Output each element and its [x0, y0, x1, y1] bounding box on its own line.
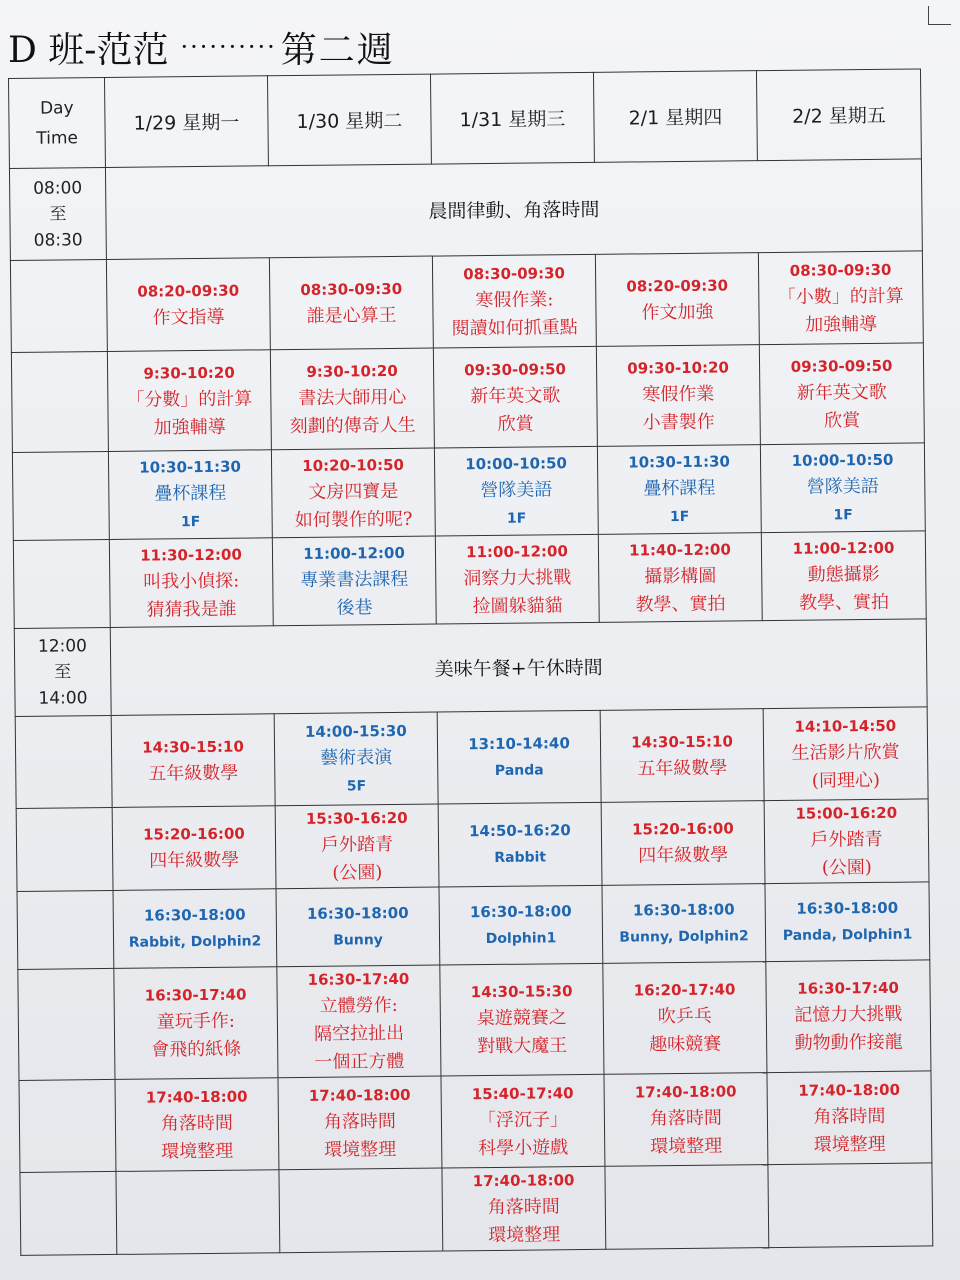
week-label: 第二週: [280, 29, 395, 71]
slot-time: 16:30-17:40: [797, 978, 900, 998]
time-cell: [13, 539, 110, 628]
slot-activity: 趣味競賽: [649, 1033, 722, 1056]
schedule-slot: [602, 884, 766, 964]
title-dots: ··········: [180, 33, 277, 61]
schedule-row: [20, 1163, 933, 1256]
time-cell: [11, 351, 108, 452]
schedule-slot: [441, 1074, 605, 1168]
slot-activity: (同理心): [811, 769, 881, 792]
lunch-banner: 美味午餐+午休時間: [110, 619, 927, 716]
slot-time: 17:40-18:00: [634, 1081, 737, 1101]
schedule-slot: [276, 887, 440, 967]
slot-activity: (公園): [821, 856, 872, 879]
slot-activity: 環境整理: [324, 1138, 397, 1161]
slot-activity: 角落時間: [813, 1105, 886, 1128]
slot-activity: (公園): [332, 862, 383, 884]
slot-activity: 環境整理: [650, 1135, 723, 1157]
slot-time: 09:30-09:50: [790, 356, 893, 376]
slot-time: 11:00-12:00: [466, 541, 568, 561]
slot-time: 9:30-10:20: [306, 361, 398, 381]
schedule-row: [16, 799, 929, 892]
time-cell: [18, 968, 115, 1080]
schedule-row: [19, 1071, 932, 1173]
slot-time: 08:20-09:30: [626, 275, 729, 296]
slot-activity: 四年級數學: [638, 844, 729, 867]
slot-time: 16:30-18:00: [796, 898, 899, 918]
slot-time: 16:20-17:40: [633, 980, 736, 1000]
schedule-slot: [601, 801, 765, 886]
slot-activity: 戶外踏青: [810, 828, 883, 851]
slot-time: 14:50-16:20: [468, 821, 571, 841]
schedule-slot: [439, 885, 603, 965]
slot-activity: 疊杯課程: [154, 482, 227, 504]
slot-activity: 1F: [669, 508, 690, 525]
header-row: [9, 69, 922, 169]
day-header: 2/1 星期四: [593, 71, 757, 163]
empty-slot: [116, 1170, 280, 1255]
slot-activity: 「分數」的計算: [126, 387, 253, 411]
schedule-slot: [112, 806, 276, 891]
slot-activity: 加強輔導: [153, 416, 226, 438]
slot-activity: Dolphin1: [485, 929, 557, 947]
slot-activity: 吹乒乓: [657, 1005, 712, 1028]
slot-activity: 環境整理: [813, 1133, 886, 1156]
schedule-slot: [107, 350, 271, 452]
slot-time: 17:40-18:00: [145, 1087, 248, 1107]
slot-activity: 加強輔導: [805, 313, 878, 336]
schedule-slot: [442, 1166, 606, 1251]
slot-activity: 文房四寶是: [308, 480, 399, 503]
slot-activity: Bunny: [333, 931, 383, 949]
slot-activity: 書法大師用心: [298, 386, 407, 409]
schedule-slot: [598, 533, 762, 623]
schedule-slot: [438, 802, 602, 887]
slot-activity: 寒假作業: [642, 383, 715, 405]
slot-time: 08:30-09:30: [463, 263, 566, 283]
slot-time: 10:00-10:50: [791, 450, 894, 470]
day-time-header: [9, 77, 106, 168]
slot-time: 16:30-18:00: [632, 899, 735, 920]
schedule-slot: [272, 536, 436, 626]
slot-time: 16:30-17:40: [144, 985, 247, 1005]
schedule-slot: [270, 348, 434, 450]
slot-time: 10:30-11:30: [139, 457, 242, 477]
slot-activity: 記憶力大挑戰: [794, 1003, 903, 1026]
schedule-row: [12, 443, 925, 541]
slot-activity: 誰是心算王: [306, 304, 397, 327]
slot-time: 17:40-18:00: [472, 1171, 575, 1191]
slot-time: 14:30-15:30: [470, 982, 573, 1002]
slot-activity: 欣賞: [824, 409, 861, 431]
slot-activity: 叫我小偵探:: [143, 570, 240, 593]
slot-activity: 後巷: [336, 596, 373, 619]
slot-activity: 新年英文歌: [796, 381, 887, 404]
slot-activity: 一個正方體: [314, 1050, 405, 1073]
slot-activity: 疊杯課程: [643, 477, 716, 499]
slot-activity: 欣賞: [497, 413, 534, 435]
slot-activity: 營隊美語: [806, 475, 879, 498]
schedule-slot: [595, 253, 759, 347]
schedule-slot: [113, 889, 277, 969]
slot-activity: 刻劃的傳奇人生: [289, 414, 416, 437]
schedule-slot: [758, 251, 923, 345]
slot-time: 15:00-16:20: [795, 803, 898, 823]
slot-activity: 角落時間: [487, 1196, 560, 1219]
day-header: 2/2 星期五: [756, 69, 921, 161]
slot-activity: 動態攝影: [807, 563, 880, 586]
slot-activity: 戶外踏青: [320, 834, 394, 856]
slot-activity: Panda: [494, 761, 544, 779]
schedule-slot: [761, 531, 926, 621]
slot-activity: 1F: [833, 506, 853, 523]
slot-activity: 攝影構圖: [644, 565, 717, 587]
slot-activity: Bunny, Dolphin2: [619, 927, 749, 946]
schedule-row: [17, 882, 930, 970]
empty-slot: [768, 1163, 933, 1248]
slot-activity: 生活影片欣賞: [791, 741, 900, 764]
lunch-time: [14, 627, 111, 716]
time-cell: [10, 259, 107, 352]
slot-activity: 動物動作接龍: [794, 1031, 903, 1054]
schedule-slot: [767, 1071, 932, 1165]
time-label: Time: [36, 127, 79, 149]
morning-to: 至: [49, 203, 67, 225]
schedule-slot: [597, 445, 761, 535]
slot-activity: 藝術表演: [320, 746, 393, 769]
slot-activity: 角落時間: [649, 1107, 723, 1129]
slot-time: 17:40-18:00: [308, 1085, 411, 1105]
schedule-slot: [434, 446, 598, 536]
slot-time: 17:40-18:00: [798, 1080, 901, 1100]
slot-time: 14:10-14:50: [794, 716, 897, 736]
schedule-slot: [106, 258, 270, 352]
slot-activity: 環境整理: [161, 1140, 234, 1162]
morning-start: 08:00: [33, 177, 83, 199]
slot-time: 14:30-15:10: [142, 737, 244, 757]
schedule-slot: [277, 965, 441, 1078]
slot-activity: 環境整理: [488, 1224, 561, 1247]
slot-activity: 猜猜我是誰: [146, 598, 237, 621]
slot-activity: 桌遊競賽之: [476, 1007, 567, 1030]
schedule-slot: [115, 1078, 279, 1172]
slot-time: 11:40-12:00: [629, 539, 731, 560]
schedule-slot: [109, 538, 273, 628]
slot-activity: Rabbit, Dolphin2: [128, 932, 262, 951]
slot-time: 15:20-16:00: [142, 824, 245, 844]
day-header: 1/31 星期三: [430, 72, 594, 164]
schedule-row: [15, 707, 928, 809]
morning-row: [9, 159, 922, 261]
schedule-slot: [435, 534, 599, 624]
slot-activity: 新年英文歌: [470, 384, 561, 407]
slot-activity: 如何製作的呢?: [294, 508, 413, 531]
slot-activity: 「小數」的計算: [777, 285, 904, 308]
slot-time: 16:30-18:00: [306, 903, 409, 923]
slot-time: 9:30-10:20: [143, 363, 235, 383]
morning-end: 08:30: [33, 229, 83, 251]
slot-activity: 寒假作業:: [475, 288, 554, 311]
time-cell: [20, 1171, 117, 1255]
slot-activity: 角落時間: [323, 1110, 397, 1133]
lunch-row: [14, 619, 927, 717]
time-cell: [15, 715, 112, 808]
schedule-slot: [759, 343, 924, 445]
schedule-slot: [596, 345, 760, 447]
schedule-slot: [604, 1073, 768, 1167]
schedule-slot: [433, 346, 597, 448]
slot-activity: 洞察力大挑戰: [463, 566, 572, 589]
class-name: D 班-范范: [8, 29, 169, 71]
slot-time: 08:20-09:30: [137, 281, 240, 301]
slot-activity: 會飛的紙條: [151, 1038, 242, 1061]
slot-time: 14:00-15:30: [304, 721, 407, 741]
slot-time: 16:30-17:40: [307, 969, 410, 989]
time-cell: [12, 451, 109, 540]
schedule-slot: [440, 963, 604, 1076]
schedule-slot: [760, 443, 925, 533]
slot-activity: 作文指導: [152, 306, 225, 328]
lunch-start: 12:00: [37, 635, 88, 657]
slot-activity: Panda, Dolphin1: [782, 926, 913, 944]
schedule-slot: [437, 710, 601, 804]
slot-activity: 教學、實拍: [798, 591, 890, 614]
schedule-slot: [274, 712, 438, 806]
slot-time: 15:20-16:00: [631, 819, 734, 839]
schedule-slot: [114, 967, 278, 1080]
time-cell: [17, 890, 114, 969]
slot-activity: 捡圖躲貓貓: [472, 594, 563, 617]
empty-slot: [279, 1168, 443, 1253]
slot-time: 08:30-09:30: [300, 279, 403, 299]
slot-activity: 教學、實拍: [635, 593, 726, 615]
slot-activity: 營隊美語: [480, 478, 553, 501]
morning-banner: 晨間律動、角落時間: [105, 159, 922, 260]
slot-time: 15:40-17:40: [471, 1083, 574, 1103]
slot-activity: 角落時間: [160, 1112, 234, 1134]
slot-time: 16:30-18:00: [143, 905, 246, 925]
schedule-row: [13, 531, 926, 629]
schedule-slot: [600, 709, 764, 803]
slot-time: 10:00-10:50: [465, 453, 568, 473]
morning-time: [9, 167, 106, 260]
schedule-slot: [111, 714, 275, 808]
lunch-end: 14:00: [38, 687, 88, 709]
slot-activity: 四年級數學: [149, 849, 240, 872]
schedule-slot: [108, 450, 272, 540]
empty-slot: [605, 1165, 769, 1250]
schedule-slot: [271, 448, 435, 538]
slot-activity: 五年級數學: [637, 757, 728, 779]
slot-time: 11:30-12:00: [140, 545, 242, 565]
time-cell: [19, 1079, 116, 1172]
slot-activity: 「浮沉子」: [477, 1108, 569, 1131]
schedule-table: [8, 68, 933, 1255]
slot-time: 11:00-12:00: [303, 543, 405, 563]
slot-activity: 5F: [346, 777, 367, 794]
slot-time: 15:30-16:20: [305, 808, 408, 828]
schedule-row: [18, 960, 931, 1081]
slot-time: 09:30-09:50: [464, 359, 567, 379]
schedule-slot: [278, 1076, 442, 1170]
slot-activity: 五年級數學: [148, 762, 239, 785]
corner-mark: [928, 6, 951, 25]
slot-activity: 童玩手作:: [156, 1010, 236, 1033]
slot-activity: 閱讀如何抓重點: [451, 316, 578, 339]
slot-activity: 1F: [180, 513, 201, 530]
schedule-slot: [432, 254, 596, 348]
slot-activity: 專業書法課程: [300, 568, 409, 591]
day-header: 1/29 星期一: [104, 76, 268, 168]
slot-activity: Rabbit: [494, 849, 547, 866]
time-cell: [16, 807, 113, 891]
slot-time: 10:20-10:50: [302, 455, 405, 475]
schedule-row: [10, 251, 923, 353]
slot-activity: 1F: [506, 510, 527, 527]
slot-time: 16:30-18:00: [469, 901, 572, 921]
slot-activity: 小書製作: [642, 411, 715, 433]
slot-time: 09:30-10:20: [627, 357, 730, 378]
schedule-slot: [763, 707, 928, 801]
day-header: 1/30 星期二: [267, 74, 431, 166]
schedule-slot: [603, 962, 767, 1075]
slot-time: 14:30-15:10: [631, 731, 733, 752]
slot-activity: 作文加強: [641, 301, 714, 323]
lunch-to: 至: [54, 661, 72, 683]
slot-time: 10:30-11:30: [628, 451, 731, 472]
slot-activity: 科學小遊戲: [478, 1136, 569, 1159]
slot-activity: 隔空拉扯出: [313, 1022, 405, 1045]
slot-time: 11:00-12:00: [792, 538, 895, 558]
schedule-slot: [275, 804, 439, 889]
schedule-slot: [269, 256, 433, 350]
slot-activity: 對戰大魔王: [477, 1035, 568, 1058]
schedule-slot: [765, 882, 930, 962]
slot-activity: 立體勞作:: [319, 994, 398, 1017]
slot-time: 08:30-09:30: [789, 260, 892, 280]
document-title: [8, 20, 568, 74]
schedule-row: [11, 343, 924, 453]
schedule-slot: [764, 799, 929, 884]
schedule-slot: [766, 960, 931, 1073]
slot-time: 13:10-14:40: [468, 733, 570, 753]
day-label: Day: [39, 97, 74, 119]
